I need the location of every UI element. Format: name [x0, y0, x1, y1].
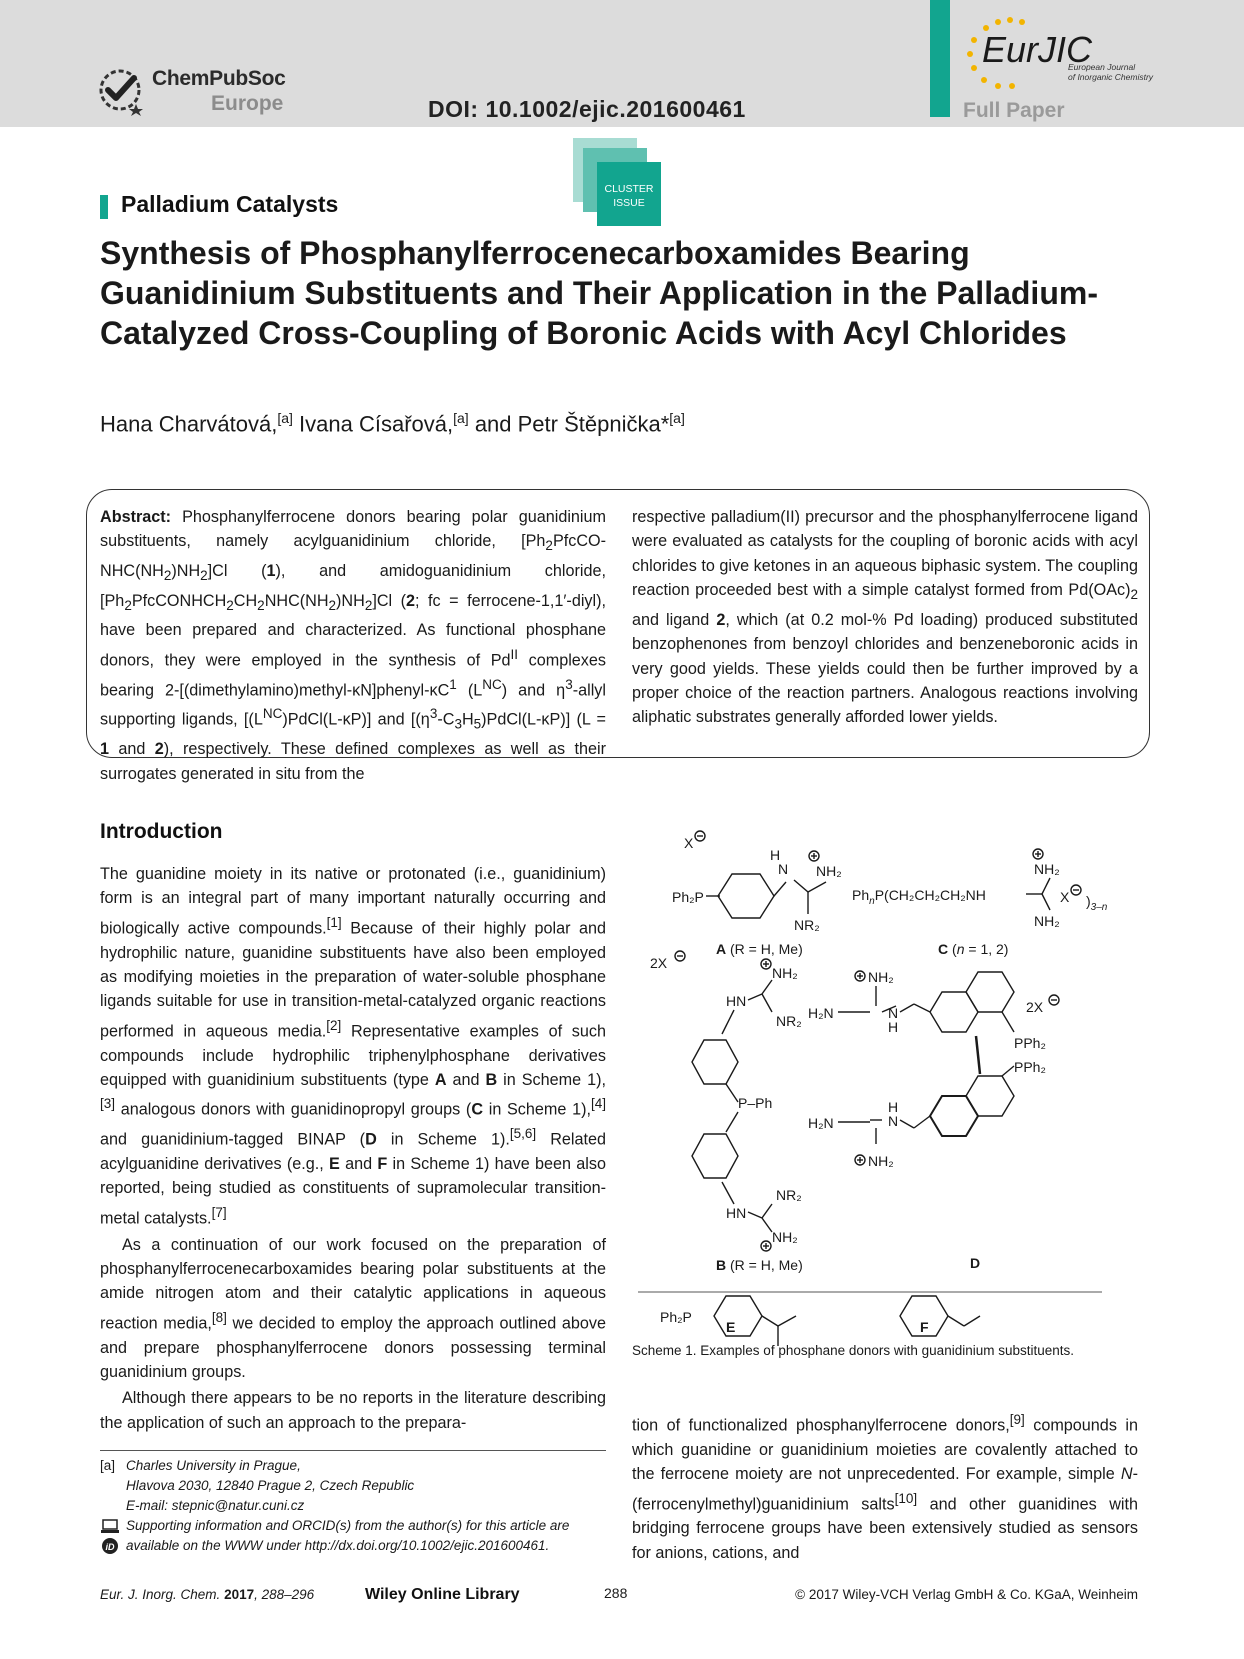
svg-text:NH₂: NH₂	[1034, 861, 1060, 877]
structure-d	[808, 969, 1059, 1169]
svg-text:HN: HN	[726, 1205, 747, 1221]
citation: [10]	[894, 1490, 918, 1506]
svg-text:H: H	[770, 847, 781, 863]
footnote-tag: [a]	[100, 1458, 116, 1473]
svg-text:X: X	[1060, 889, 1070, 905]
svg-text:HN: HN	[726, 993, 747, 1009]
citation: [8]	[211, 1309, 227, 1325]
footer-citation: Eur. J. Inorg. Chem. 2017, 288–296	[100, 1587, 315, 1602]
svg-text:H: H	[888, 1099, 899, 1115]
footer-copyright: © 2017 Wiley-VCH Verlag GmbH & Co. KGaA, Weinheim	[795, 1587, 1138, 1602]
svg-text:ISSUE: ISSUE	[613, 197, 645, 209]
abstract-left-column: Abstract: Phosphanylferrocene donors bearing polar guanidinium substituents, namely acylguanidinium chloride, $[Ph_2PfcCO-NHC(NH_2)NH_2]Cl$ (1), and amidoguanidinium chloride, $[Ph_2PfcCONHCH_2CH_2NHC(NH_2)NH_2]Cl$ (2; fc = ferrocene-1,1′-diyl), have been prepared and characterized. As functional phosphane donors, they were employed in the synthesis of $Pd^{II}$ complexes bearing $2-[(dimethylamino)methyl-\kappa N]phenyl-\kappa C^1$ $(L^{NC})$ and $\eta^3$-allyl supporting ligands, $[(L^{NC})PdCl(L-\kappa P)]$ and $[(\eta^3-C_3H_5)PdCl(L-\kappa P)] (L = 1$ and 2), respectively. These defined complexes as well as their surrogates generated in situ from the	[100, 508, 607, 783]
structure-label-e: E	[726, 1319, 736, 1335]
svg-text:of Inorganic Chemistry: of Inorganic Chemistry	[1068, 72, 1154, 82]
introduction-left-column	[100, 862, 606, 1435]
svg-text:X: X	[684, 835, 694, 851]
article-title: Synthesis of Phosphanylferrocenecarboxamides Bearing Guanidinium Substituents and Their Application in the Palladium-Catalyzed Cross-Coupling of Boronic Acids with Acyl Chlorides	[100, 235, 1098, 351]
structure-a	[672, 831, 842, 933]
svg-text:P–Ph: P–Ph	[738, 1095, 773, 1111]
author-affiliation: [a]	[669, 410, 685, 426]
svg-text:2X: 2X	[1026, 999, 1044, 1015]
svg-text:NH₂: NH₂	[772, 1229, 798, 1245]
svg-text:CLUSTER: CLUSTER	[604, 183, 654, 195]
svg-text:NR₂: NR₂	[794, 917, 820, 933]
citation: [5,6]	[509, 1126, 537, 1142]
affiliation-footnote: [a] Charles University in Prague, Hlavova 2030, 12840 Prague 2, Czech Republic E-mail: stepnic@natur.cuni.cz iD Supporting information and ORCID(s) from the author(s) for this article are available on the WWW under http://dx.doi.org/10.1002/ejic.201600461.	[100, 1456, 620, 1556]
svg-text:EurJIC: EurJIC	[982, 29, 1093, 70]
wiley-online-library-link[interactable]: Wiley Online Library	[365, 1586, 520, 1603]
structure-label-a: A (R = H, Me)	[716, 941, 803, 957]
svg-text:NH₂: NH₂	[868, 1153, 894, 1169]
svg-text:PhnP(CH₂CH₂CH₂NH: $Ph_nP(CH_2CH_2CH_2NH$	[852, 887, 986, 907]
doi: DOI: 10.1002/ejic.201600461	[428, 96, 746, 122]
citation: [7]	[211, 1204, 227, 1220]
citation: [2]	[326, 1017, 342, 1033]
citation: [9]	[1009, 1412, 1025, 1427]
structure-label-c: C (n = 1, 2)	[938, 941, 1009, 957]
svg-text:Ph₂P: Ph₂P	[660, 1309, 692, 1325]
section-label: Palladium Catalysts	[121, 191, 339, 217]
chempubsoc-logo-icon	[96, 64, 148, 116]
svg-text:NR₂: NR₂	[776, 1187, 802, 1203]
structure-label-f: F	[920, 1319, 929, 1335]
structure-c	[852, 849, 1108, 929]
scheme-caption: Scheme 1. Examples of phosphane donors with guanidinium substituents.	[632, 1343, 1075, 1358]
page-number: 288	[604, 1585, 628, 1601]
introduction-right-column	[632, 1408, 1138, 1565]
citation: [3]	[100, 1096, 116, 1112]
svg-text:N: N	[888, 1005, 899, 1021]
svg-text:N: N	[888, 1113, 899, 1129]
scheme-1-figure	[630, 816, 1140, 1335]
publisher-region: Europe	[211, 92, 284, 115]
footnote-rule	[100, 1450, 606, 1451]
author-name: Ivana Císařová,	[299, 411, 454, 437]
paragraph: As a continuation of our work focused on the preparation of phosphanylferrocenecarboxamides bearing polar substituents at the amide nitrogen atom and their catalytic applications in aqueous reaction media,[8] we decided to employ the approach outlined above and prepare phosphanylferrocene donors possessing terminal guanidinium groups.	[100, 1235, 606, 1382]
svg-text:PPh₂: PPh₂	[1014, 1035, 1046, 1051]
author-affiliation: [a]	[453, 410, 469, 426]
publisher-name: ChemPubSoc	[152, 67, 286, 90]
paragraph: Although there appears to be no reports in the literature describing the application of such an approach to the prepara-	[100, 1389, 606, 1432]
svg-text:H₂N: H₂N	[808, 1005, 834, 1021]
section-marker	[100, 195, 108, 219]
cluster-issue-badge	[573, 138, 665, 228]
svg-text:iD: iD	[105, 1542, 115, 1552]
svg-text:PPh₂: PPh₂	[1014, 1059, 1046, 1075]
structure-label-b: B (R = H, Me)	[716, 1257, 803, 1273]
svg-text:Ph₂P: Ph₂P	[672, 889, 704, 905]
author-list	[100, 410, 685, 437]
svg-text:N: N	[778, 861, 789, 877]
introduction-heading: Introduction	[100, 820, 223, 843]
svg-text:2X: 2X	[650, 955, 668, 971]
supporting-info-icon	[100, 1516, 120, 1556]
svg-text:NR₂: NR₂	[776, 1013, 802, 1029]
svg-text:H: H	[888, 1019, 899, 1035]
ejic-journal-logo	[962, 14, 1154, 94]
structure-f	[900, 1296, 980, 1336]
citation: [4]	[590, 1096, 606, 1112]
svg-text:European Journal: European Journal	[1068, 62, 1136, 72]
abstract-label: Abstract:	[100, 508, 172, 526]
article-type: Full Paper	[963, 99, 1065, 122]
author-affiliation: [a]	[277, 410, 293, 426]
paragraph: The guanidine moiety in its native or protonated (i.e., guanidinium) form is an integral part of many important naturally occurring and biologically active compounds.[1] Because of their highly polar and hydrophilic nature, guanidine substituents have also been employed as modifying moieties in the preparation of water-soluble phosphane ligands suitable for use in transition-metal-catalyzed organic reactions performed in aqueous media.[2] Representative examples of such compounds include hydrophilic triphenylphosphane derivatives equipped with guanidinium substituents (type A and B in Scheme 1),[3] analogous donors with guanidinopropyl groups (C in Scheme 1),[4] and guanidinium-tagged BINAP (D in Scheme 1).[5,6] Related acylguanidine derivatives (e.g., E and F in Scheme 1) have been also reported, being studied as constituents of supramolecular transition-metal catalysts.[7]	[100, 865, 606, 1228]
paragraph: tion of functionalized phosphanylferrocene donors,[9] compounds in which guanidine or guanidinium moieties are covalently attached to the ferrocene moiety are not unprecedented. For example, simple N-(ferrocenylmethyl)guanidinium salts[10] and other guanidines with bridging ferrocene groups have been extensively studied as sensors for anions, cations, and	[632, 1412, 1138, 1562]
structure-label-d: D	[970, 1255, 981, 1271]
structure-b	[650, 951, 802, 1251]
accent-bar	[930, 0, 950, 117]
svg-text:H₂N: H₂N	[808, 1115, 834, 1131]
svg-text:NH₂: NH₂	[772, 965, 798, 981]
author-name: Hana Charvátová,	[100, 411, 278, 437]
abstract-right-column: respective palladium(II) precursor and the phosphanylferrocene ligand were evaluated as catalysts for the coupling of boronic acids with acyl chlorides to give ketones in an aqueous biphasic system. The coupling reaction proceeded best with a simple catalyst formed from $Pd(OAc)_2$ and ligand 2, which (at 0.2 mol-% Pd loading) produced substituted benzophenones from benzoyl chlorides and benzeneboronic acids in very good yields. These yields could then be further improved by a proper choice of the reaction partners. Analogous reactions involving aliphatic substrates generally afforded lower yields.	[632, 508, 1139, 727]
author-name: and Petr Štěpnička*	[474, 411, 670, 437]
svg-text:NH₂: NH₂	[816, 863, 842, 879]
citation: [1]	[326, 914, 342, 930]
svg-text:)3–n: )$_{3-n}$	[1086, 893, 1108, 913]
svg-text:NH₂: NH₂	[1034, 913, 1060, 929]
svg-text:NH₂: NH₂	[868, 969, 894, 985]
